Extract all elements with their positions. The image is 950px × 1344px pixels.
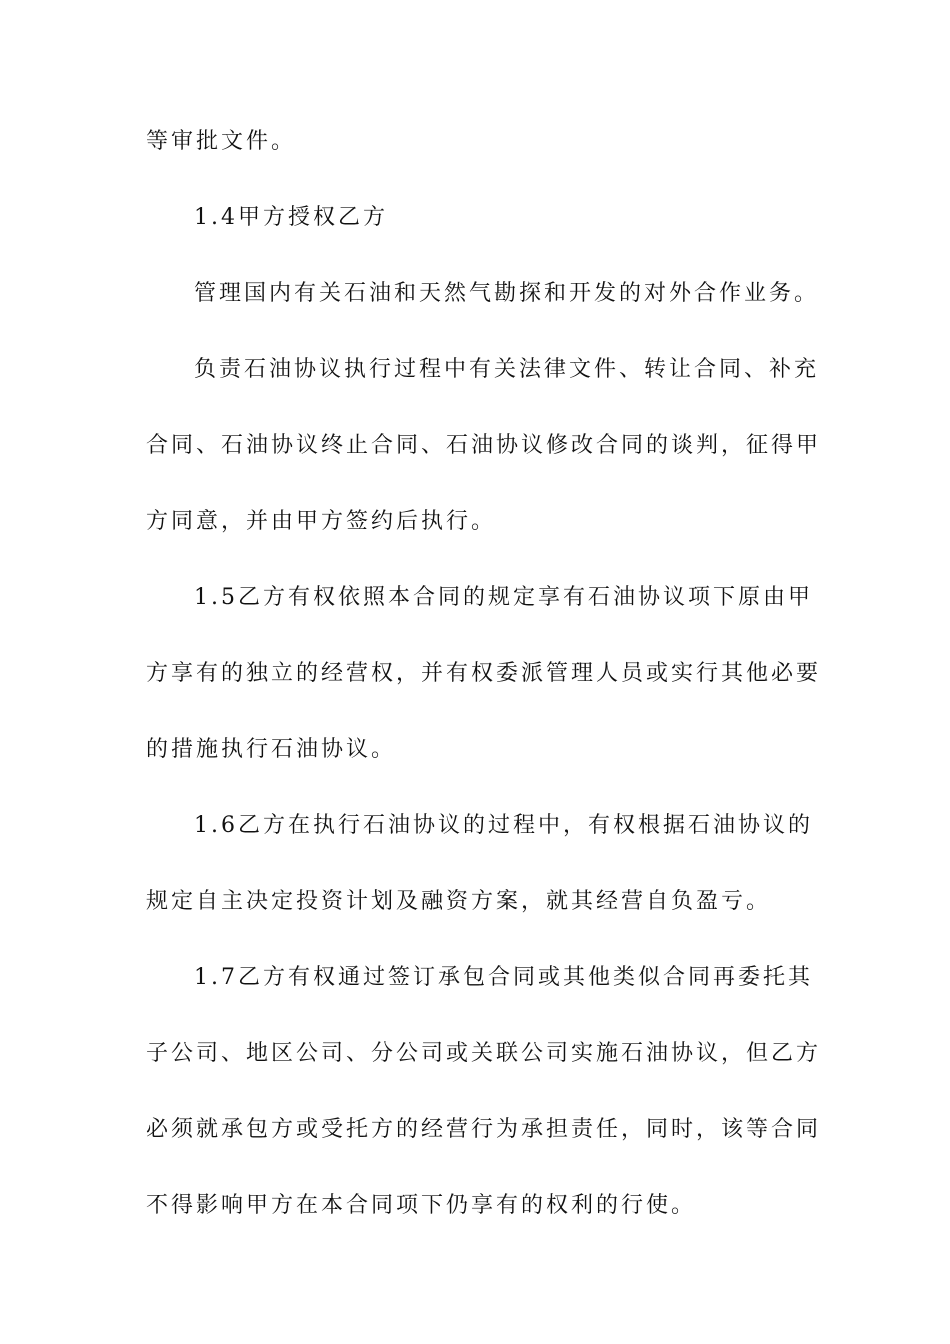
- text-line-4: 负责石油协议执行过程中有关法律文件、转让合同、补充: [194, 357, 820, 382]
- document-body: [146, 128, 822, 1268]
- text-line-5: 合同、石油协议终止合同、石油协议修改合同的谈判，征得甲: [146, 433, 822, 458]
- text-line-7: 1.5乙方有权依照本合同的规定享有石油协议项下原由甲: [194, 585, 813, 610]
- text-line-13: 子公司、地区公司、分公司或关联公司实施石油协议，但乙方: [146, 1041, 822, 1066]
- text-line-15: 不得影响甲方在本合同项下仍享有的权利的行使。: [146, 1193, 697, 1218]
- text-line-11: 规定自主决定投资计划及融资方案，就其经营自负盈亏。: [146, 889, 772, 914]
- text-line-10: 1.6乙方在执行石油协议的过程中，有权根据石油协议的: [194, 813, 813, 838]
- text-line-9: 的措施执行石油协议。: [146, 737, 397, 762]
- text-line-8: 方享有的独立的经营权，并有权委派管理人员或实行其他必要: [146, 661, 822, 686]
- text-line-1: 等审批文件。: [146, 129, 297, 154]
- text-line-12: 1.7乙方有权通过签订承包合同或其他类似合同再委托其: [194, 965, 813, 990]
- text-line-6: 方同意，并由甲方签约后执行。: [146, 509, 497, 534]
- text-line-14: 必须就承包方或受托方的经营行为承担责任，同时，该等合同: [146, 1117, 822, 1142]
- text-line-2: 1.4甲方授权乙方: [194, 205, 388, 230]
- text-line-3: 管理国内有关石油和天然气勘探和开发的对外合作业务。: [194, 281, 820, 306]
